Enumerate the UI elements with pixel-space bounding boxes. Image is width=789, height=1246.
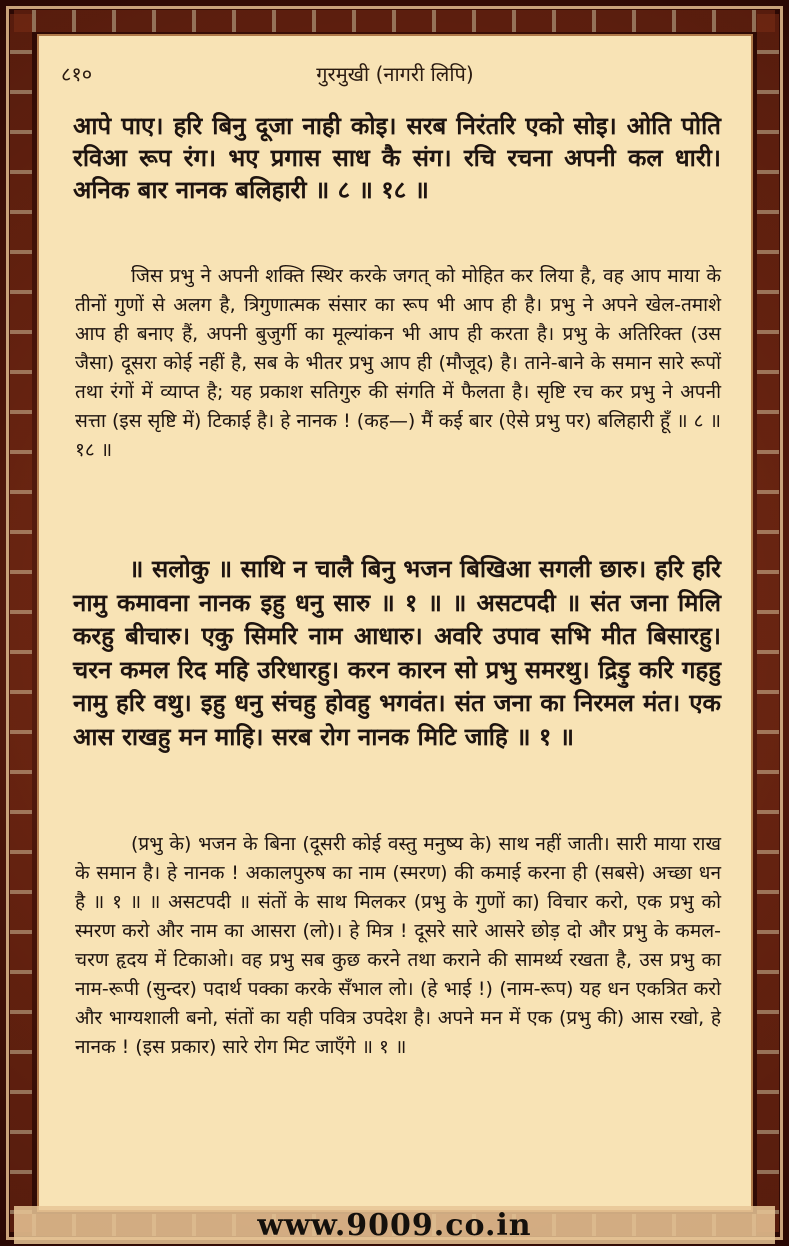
scripture-page: [37, 34, 753, 1212]
website-link[interactable]: www.9009.co.in: [257, 1208, 532, 1243]
hindi-translation-2: (प्रभु के) भजन के बिना (दूसरी कोई वस्तु मनुष्य के) साथ नहीं जाती। सारी माया राख के समान है। हे नानक ! अकालपुरुष का नाम (स्मरण) की कमाई करना ही (सबसे) अच्छा धन है ॥ १ ॥ ॥ असटपदी ॥ संतों के साथ मिलकर (प्रभु के गुणों का) विचार करो, एक प्रभु को स्मरण करो और नाम का आसरा (लो)। हे मित्र ! दूसरे सारे आसरे छोड़ दो और प्रभु के कमल-चरण हृदय में टिकाओ। वह प्रभु सब कुछ करने तथा कराने की सामर्थ्य रखता है, उस प्रभु का नाम-रूपी (सुन्दर) पदार्थ पक्का करके सँभाल लो। (हे भाई !) (नाम-रूप) यह धन एकत्रित करो और भाग्यशाली बनो, संतों का यही पवित्र उपदेश है। अपने मन में एक (प्रभु की) आस रखो, हे नानक ! (इस प्रकार) सारे रोग मिट जाएँगे ॥ १ ॥: [75, 833, 721, 1058]
frame-pattern-right: [757, 14, 779, 1232]
page-header: [39, 60, 751, 90]
gurmukhi-verse-1: आपे पाए। हरि बिनु दूजा नाही कोइ। सरब निरंतरि एको सोइ। ओति पोति रविआ रूप रंग। भए प्रगास साध कै संग। रचि रचना अपनी कल धारी। अनिक बार नानक बलिहारी ॥ ८ ॥ १८ ॥: [73, 111, 721, 204]
frame-pattern-top: [14, 10, 775, 32]
gurmukhi-verse-2: ॥ सलोकु ॥ साथि न चालै बिनु भजन बिखिआ सगली छारु। हरि हरि नामु कमावना नानक इहु धनु सारु ॥ १ ॥ ॥ असटपदी ॥ संत जना मिलि करहु बीचारु। एकु सिमरि नाम आधारु। अवरि उपाव सभि मीत बिसारहु। चरन कमल रिद महि उरिधारहु। करन कारन सो प्रभु समरथु। द्रिड़ु करि गहहु नामु हरि वथु। इहु धनु संचहु होवहु भगवंत। संत जना का निरमल मंत। एक आस राखहु मन माहि। सरब रोग नानक मिटि जाहि ॥ १ ॥: [73, 554, 721, 751]
frame-pattern-left: [10, 14, 32, 1232]
page-number: ८१०: [61, 62, 93, 86]
hindi-translation-1: जिस प्रभु ने अपनी शक्ति स्थिर करके जगत् को मोहित कर लिया है, वह आप माया के तीनों गुणों से अलग है, त्रिगुणात्मक संसार का रूप भी आप ही है। प्रभु ने अपने खेल-तमाशे आप ही बनाए हैं, अपनी बुजुर्गी का मूल्यांकन भी आप ही करता है। प्रभु के अतिरिक्त (उस जैसा) दूसरा कोई नहीं है, सब के भीतर प्रभु आप ही (मौजूद) है। ताने-बाने के समान सारे रूपों तथा रंगों में व्याप्त है; यह प्रकाश सतिगुरु की संगति में फैलता है। सृष्टि रच कर प्रभु ने अपनी सत्ता (इस सृष्टि में) टिकाई है। हे नानक ! (कह—) मैं कई बार (ऐसे प्रभु पर) बलिहारी हूँ ॥ ८ ॥ १८ ॥: [75, 265, 721, 461]
page-heading: गुरमुखी (नागरी लिपि): [316, 62, 474, 86]
